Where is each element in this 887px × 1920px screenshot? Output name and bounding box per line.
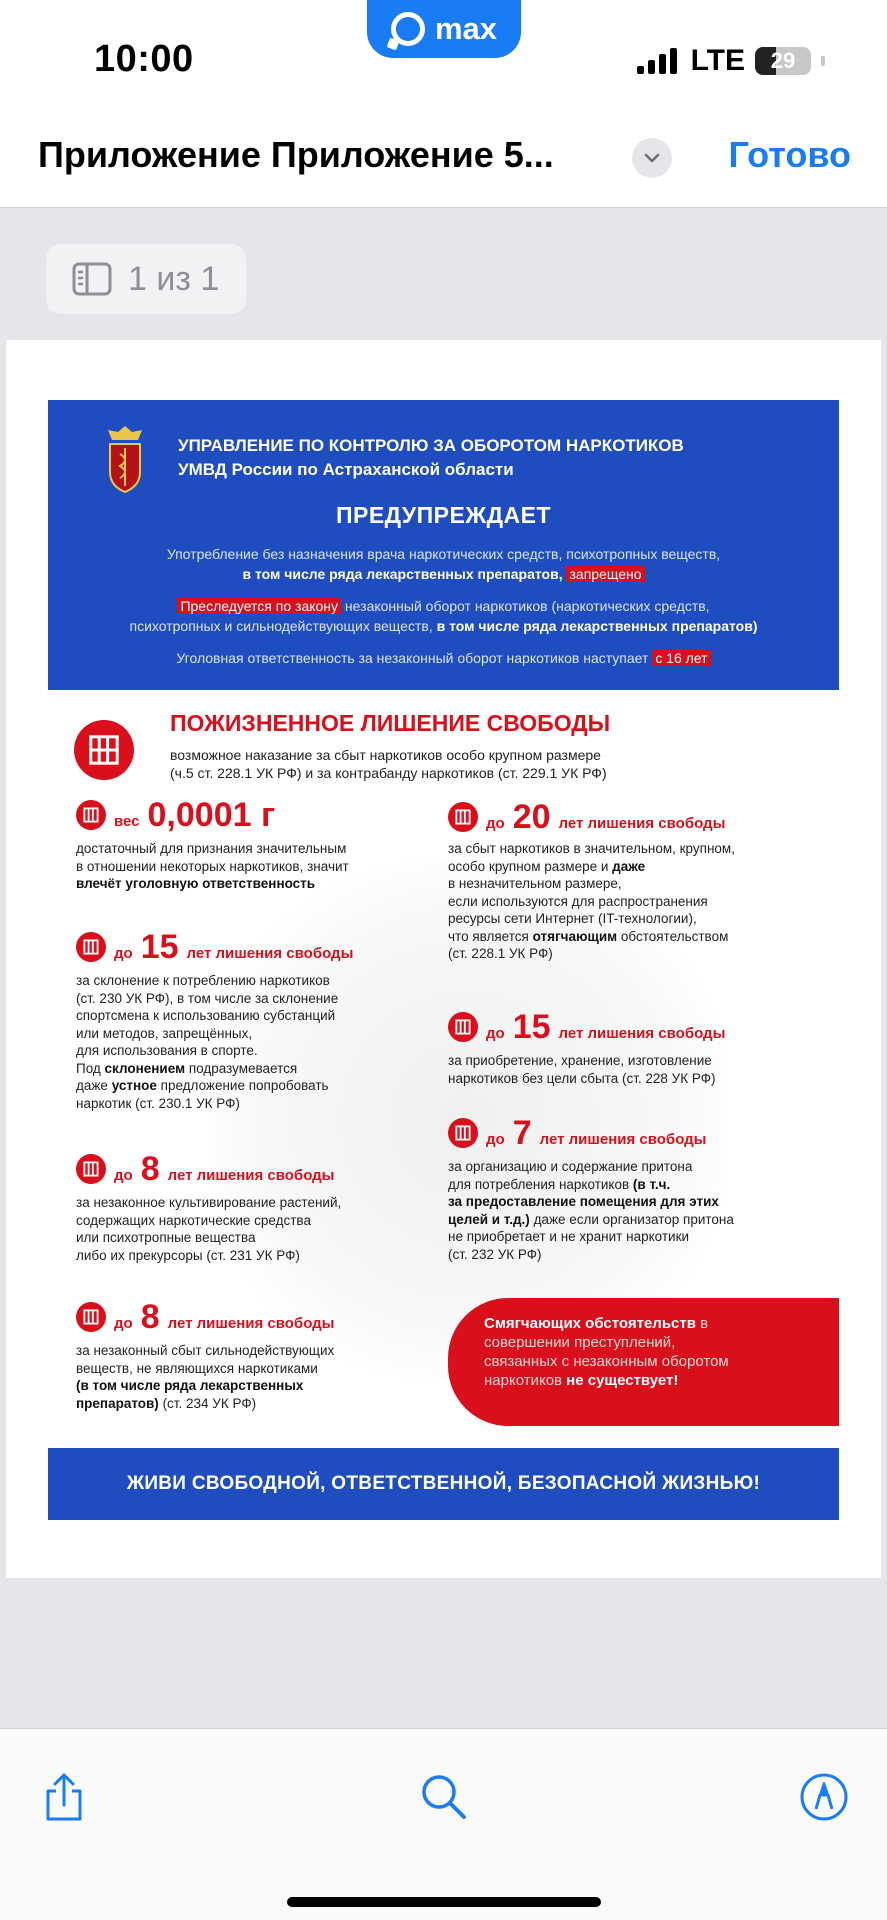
prison-bars-icon [76,800,106,830]
block-8-cultivation-head: до 8 лет лишения свободы [76,1152,334,1186]
markup-icon [798,1771,850,1823]
network-type: LTE [690,44,745,77]
max-pill-label: max [434,11,498,46]
block-weight-head: вес 0,0001 г [76,798,275,832]
max-app-pill[interactable] [367,0,521,58]
home-indicator[interactable] [287,1897,601,1907]
signal-icon [637,48,677,74]
header-paragraph-2: Преследуется по закону незаконный оборот наркотиков (наркотических средств, психотропных и сильнодействующих веществ, в том числе ряда лекарственных препаратов) [129,598,758,634]
block-7-text: за организацию и содержание притона для потребления наркотиков (в т.ч. за предоставление помещения для этих целей и т.д.) даже если организатор притона не приобретает и не хранит наркотики (ст. 232 УК РФ) [448,1159,734,1262]
block-15-inducement-head: до 15 лет лишения свободы [76,930,353,964]
poster-header [48,400,839,690]
prison-bars-icon [76,932,106,962]
battery-level: 29 [770,48,796,73]
poster-footer: ЖИВИ СВОБОДНОЙ, ОТВЕТСТВЕННОЙ, БЕЗОПАСНОЙ ЖИЗНЬЮ! [48,1448,839,1520]
no-mitigation-banner: Смягчающих обстоятельств в совершении преступлений, связанных с незаконным оборотом наркотиков не существует! [448,1298,839,1426]
bottom-toolbar [0,1728,887,1920]
prison-bars-icon [448,1012,478,1042]
block-15-possession-head: до 15 лет лишения свободы [448,1010,725,1044]
sidebar-icon [72,262,112,296]
life-sentence-desc: возможное наказание за сбыт наркотиков особо крупном размере (ч.5 ст. 228.1 УК РФ) и за контрабанду наркотиков (ст. 229.1 УК РФ) [170,747,607,781]
title-menu-button[interactable] [632,138,672,178]
markup-button[interactable] [794,1767,854,1827]
nav-bar [0,120,887,208]
block-8-potent-text: за незаконный сбыт сильнодействующих веществ, не являющихся наркотиками (в том числе ряда лекарственных препаратов) (ст. 234 УК РФ) [76,1343,335,1411]
prison-bars-icon [448,802,478,832]
warning-heading: ПРЕДУПРЕЖДАЕТ [335,502,552,528]
block-20-head: до 20 лет лишения свободы [448,800,725,834]
page-counter-button[interactable] [46,244,246,314]
document-page[interactable] [6,340,881,1578]
battery-icon [755,47,811,75]
block-8-cultivation-text: за незаконное культивирование растений, содержащих наркотические средства или психотропные вещества либо их прекурсоры (ст. 231 УК РФ) [76,1195,342,1263]
block-weight-text: достаточный для признания значительным в отношении некоторых наркотиков, значит влечёт уголовную ответственность [76,841,349,891]
prison-bars-icon [76,1302,106,1332]
org-line-2: УМВД России по Астраханской области [178,460,514,479]
life-sentence-title: ПОЖИЗНЕННОЕ ЛИШЕНИЕ СВОБОДЫ [170,710,611,736]
prison-bars-icon [76,1154,106,1184]
prison-bars-icon [74,720,134,780]
search-icon [418,1771,470,1823]
header-paragraph-1: Употребление без назначения врача наркотических средств, психотропных веществ, в том числе ряда лекарственных препаратов, запрещено [166,546,721,582]
chevron-down-icon [642,148,662,168]
page-counter-label: 1 из 1 [128,259,220,298]
status-bar [0,0,887,120]
block-7-head: до 7 лет лишения свободы [448,1116,706,1150]
header-paragraph-3: Уголовная ответственность за незаконный оборот наркотиков наступает с 16 лет [48,648,839,668]
block-20-text: за сбыт наркотиков в значительном, крупном, особо крупном размере и даже в незначительном размере, если используются для распространения ресурсы сети Интернет (IT-технологии), что является отягчающим обстоятельством (ст. 228.1 УК РФ) [448,841,735,961]
search-button[interactable] [414,1767,474,1827]
block-8-potent-head: до 8 лет лишения свободы [76,1300,334,1334]
share-icon [38,1771,90,1823]
max-logo-icon [391,12,425,46]
prison-bars-icon [448,1118,478,1148]
poster-body [48,690,839,1448]
police-emblem-icon [102,422,148,496]
system-indicators [637,44,825,78]
status-time: 10:00 [94,38,194,80]
share-button[interactable] [34,1767,94,1827]
block-15-possession-text: за приобретение, хранение, изготовление наркотиков без цели сбыта (ст. 228 УК РФ) [448,1053,716,1086]
document-title[interactable]: Приложение Приложение 5... [38,134,554,175]
block-15-inducement-text: за склонение к потреблению наркотиков (ст. 230 УК РФ), в том числе за склонение спортсмена к использованию субстанций или методов, запрещённых, для использования в спорте. Под склонением подразумевается даже устное предложение попробовать наркотик (ст. 230.1 УК РФ) [76,973,339,1111]
org-line-1: УПРАВЛЕНИЕ ПО КОНТРОЛЮ ЗА ОБОРОТОМ НАРКОТИКОВ [178,436,684,455]
done-button[interactable]: Готово [728,134,851,175]
